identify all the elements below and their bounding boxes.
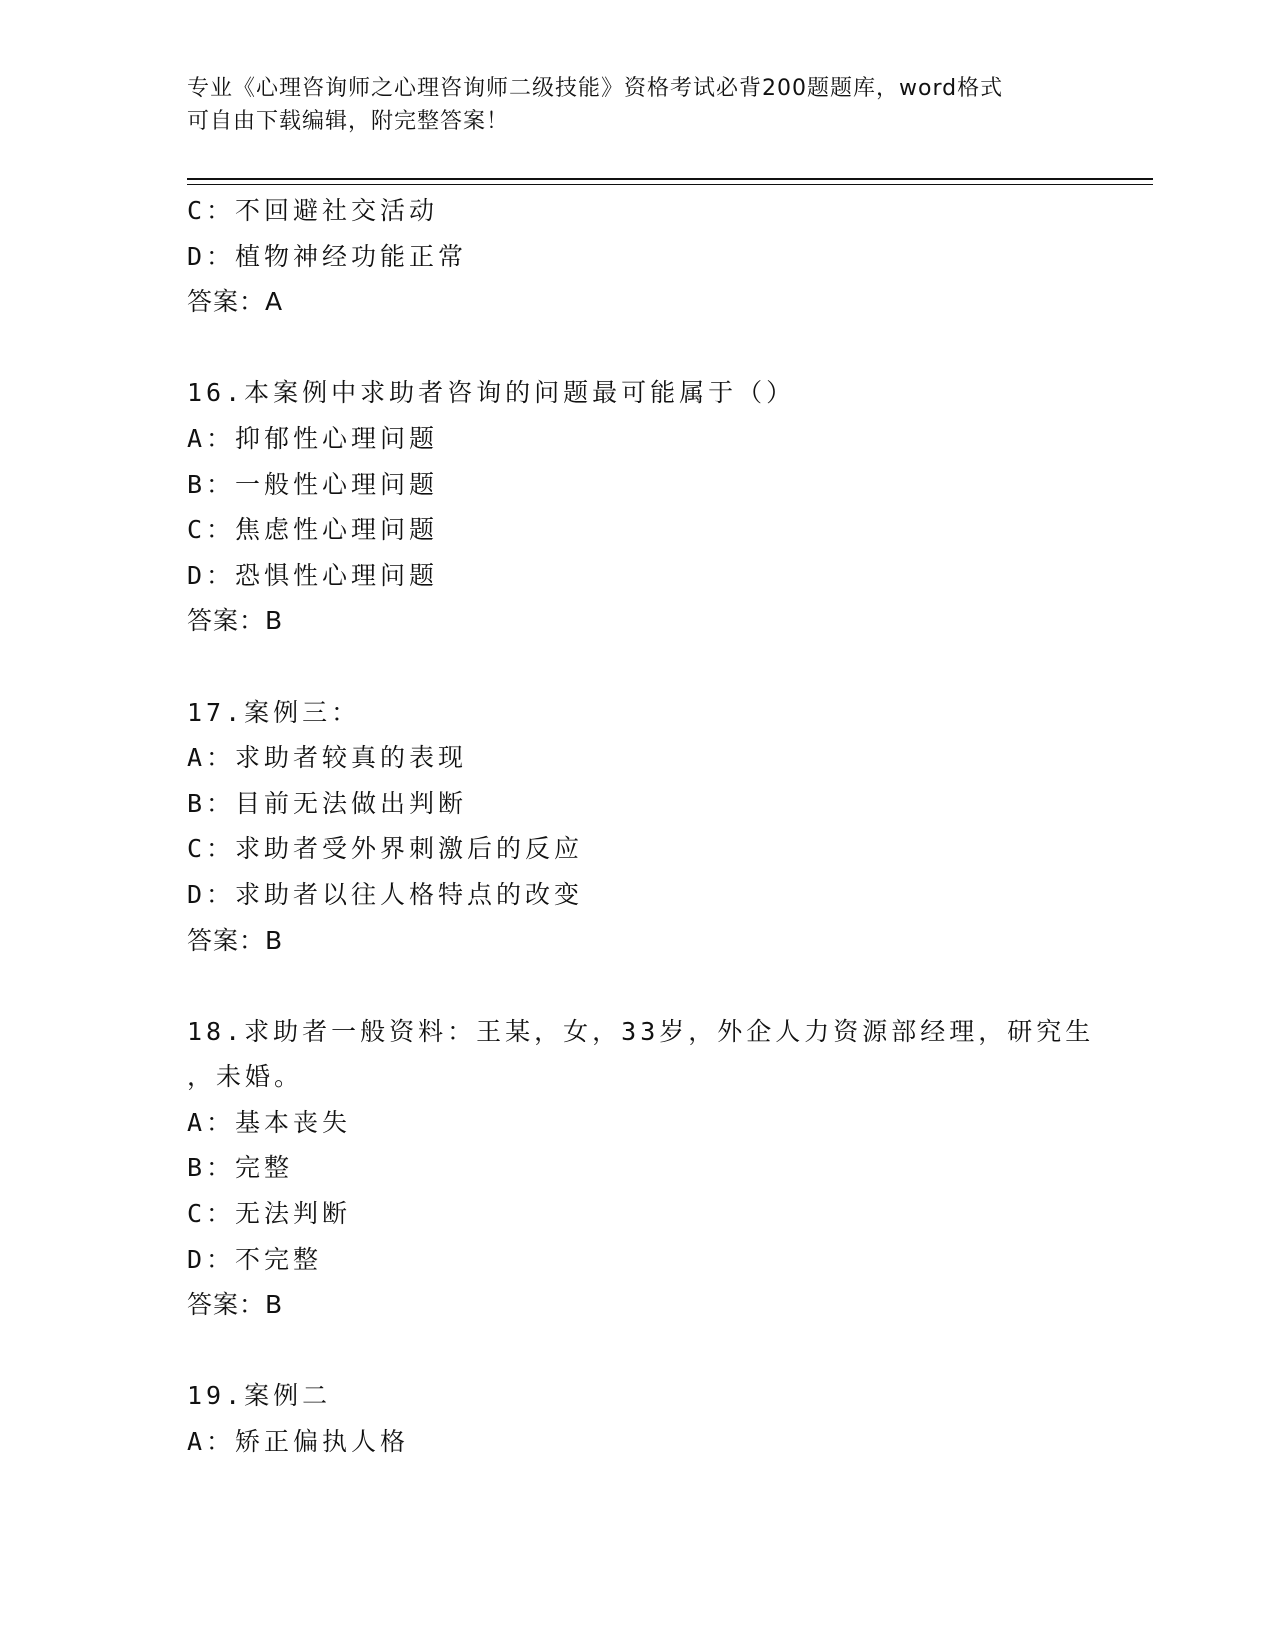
option-b: B：一般性心理问题 [187, 469, 439, 499]
option-d: D：不完整 [187, 1244, 323, 1274]
option-c: C：无法判断 [187, 1199, 352, 1229]
option-d: D：求助者以往人格特点的改变 [187, 879, 584, 909]
header-line-2: 可自由下载编辑，附完整答案！ [187, 109, 510, 134]
option-a: A：抑郁性心理问题 [187, 423, 439, 453]
option-b: B：完整 [187, 1153, 294, 1183]
option-c: C：不回避社交活动 [187, 196, 439, 225]
option-c: C：求助者受外界刺激后的反应 [187, 834, 584, 864]
option-d: D：恐惧性心理问题 [187, 560, 439, 590]
option-c: C：焦虑性心理问题 [187, 515, 439, 545]
answer: 答案：B [187, 606, 284, 636]
spacer [187, 644, 1147, 690]
header-line-1: 专业《心理咨询师之心理咨询师二级技能》资格考试必背200题题库，word格式 [187, 76, 1004, 101]
option-b: B：目前无法做出判断 [187, 788, 468, 818]
answer: 答案：B [187, 1290, 284, 1320]
answer: 答案：B [187, 925, 284, 955]
question-17: 17.案例三： [187, 697, 361, 727]
document-header [187, 72, 1087, 138]
option-a: A：矫正偏执人格 [187, 1427, 410, 1457]
question-18-line-1: 18.求助者一般资料：王某，女，33岁，外企人力资源部经理，研究生 [187, 1016, 1095, 1046]
option-a: A：基本丧失 [187, 1107, 352, 1137]
answer: 答案：A [187, 287, 284, 317]
spacer [187, 1328, 1147, 1374]
header-rule-thin [187, 184, 1153, 185]
header-rule-thick [187, 178, 1153, 180]
question-18-line-2: ，未婚。 [187, 1062, 304, 1092]
option-a: A：求助者较真的表现 [187, 743, 468, 773]
question-19: 19.案例二 [187, 1381, 332, 1411]
question-16: 16.本案例中求助者咨询的问题最可能属于（） [187, 378, 796, 408]
question-list [187, 188, 1147, 1465]
spacer [187, 963, 1147, 1009]
option-d: D：植物神经功能正常 [187, 241, 468, 271]
spacer [187, 325, 1147, 371]
